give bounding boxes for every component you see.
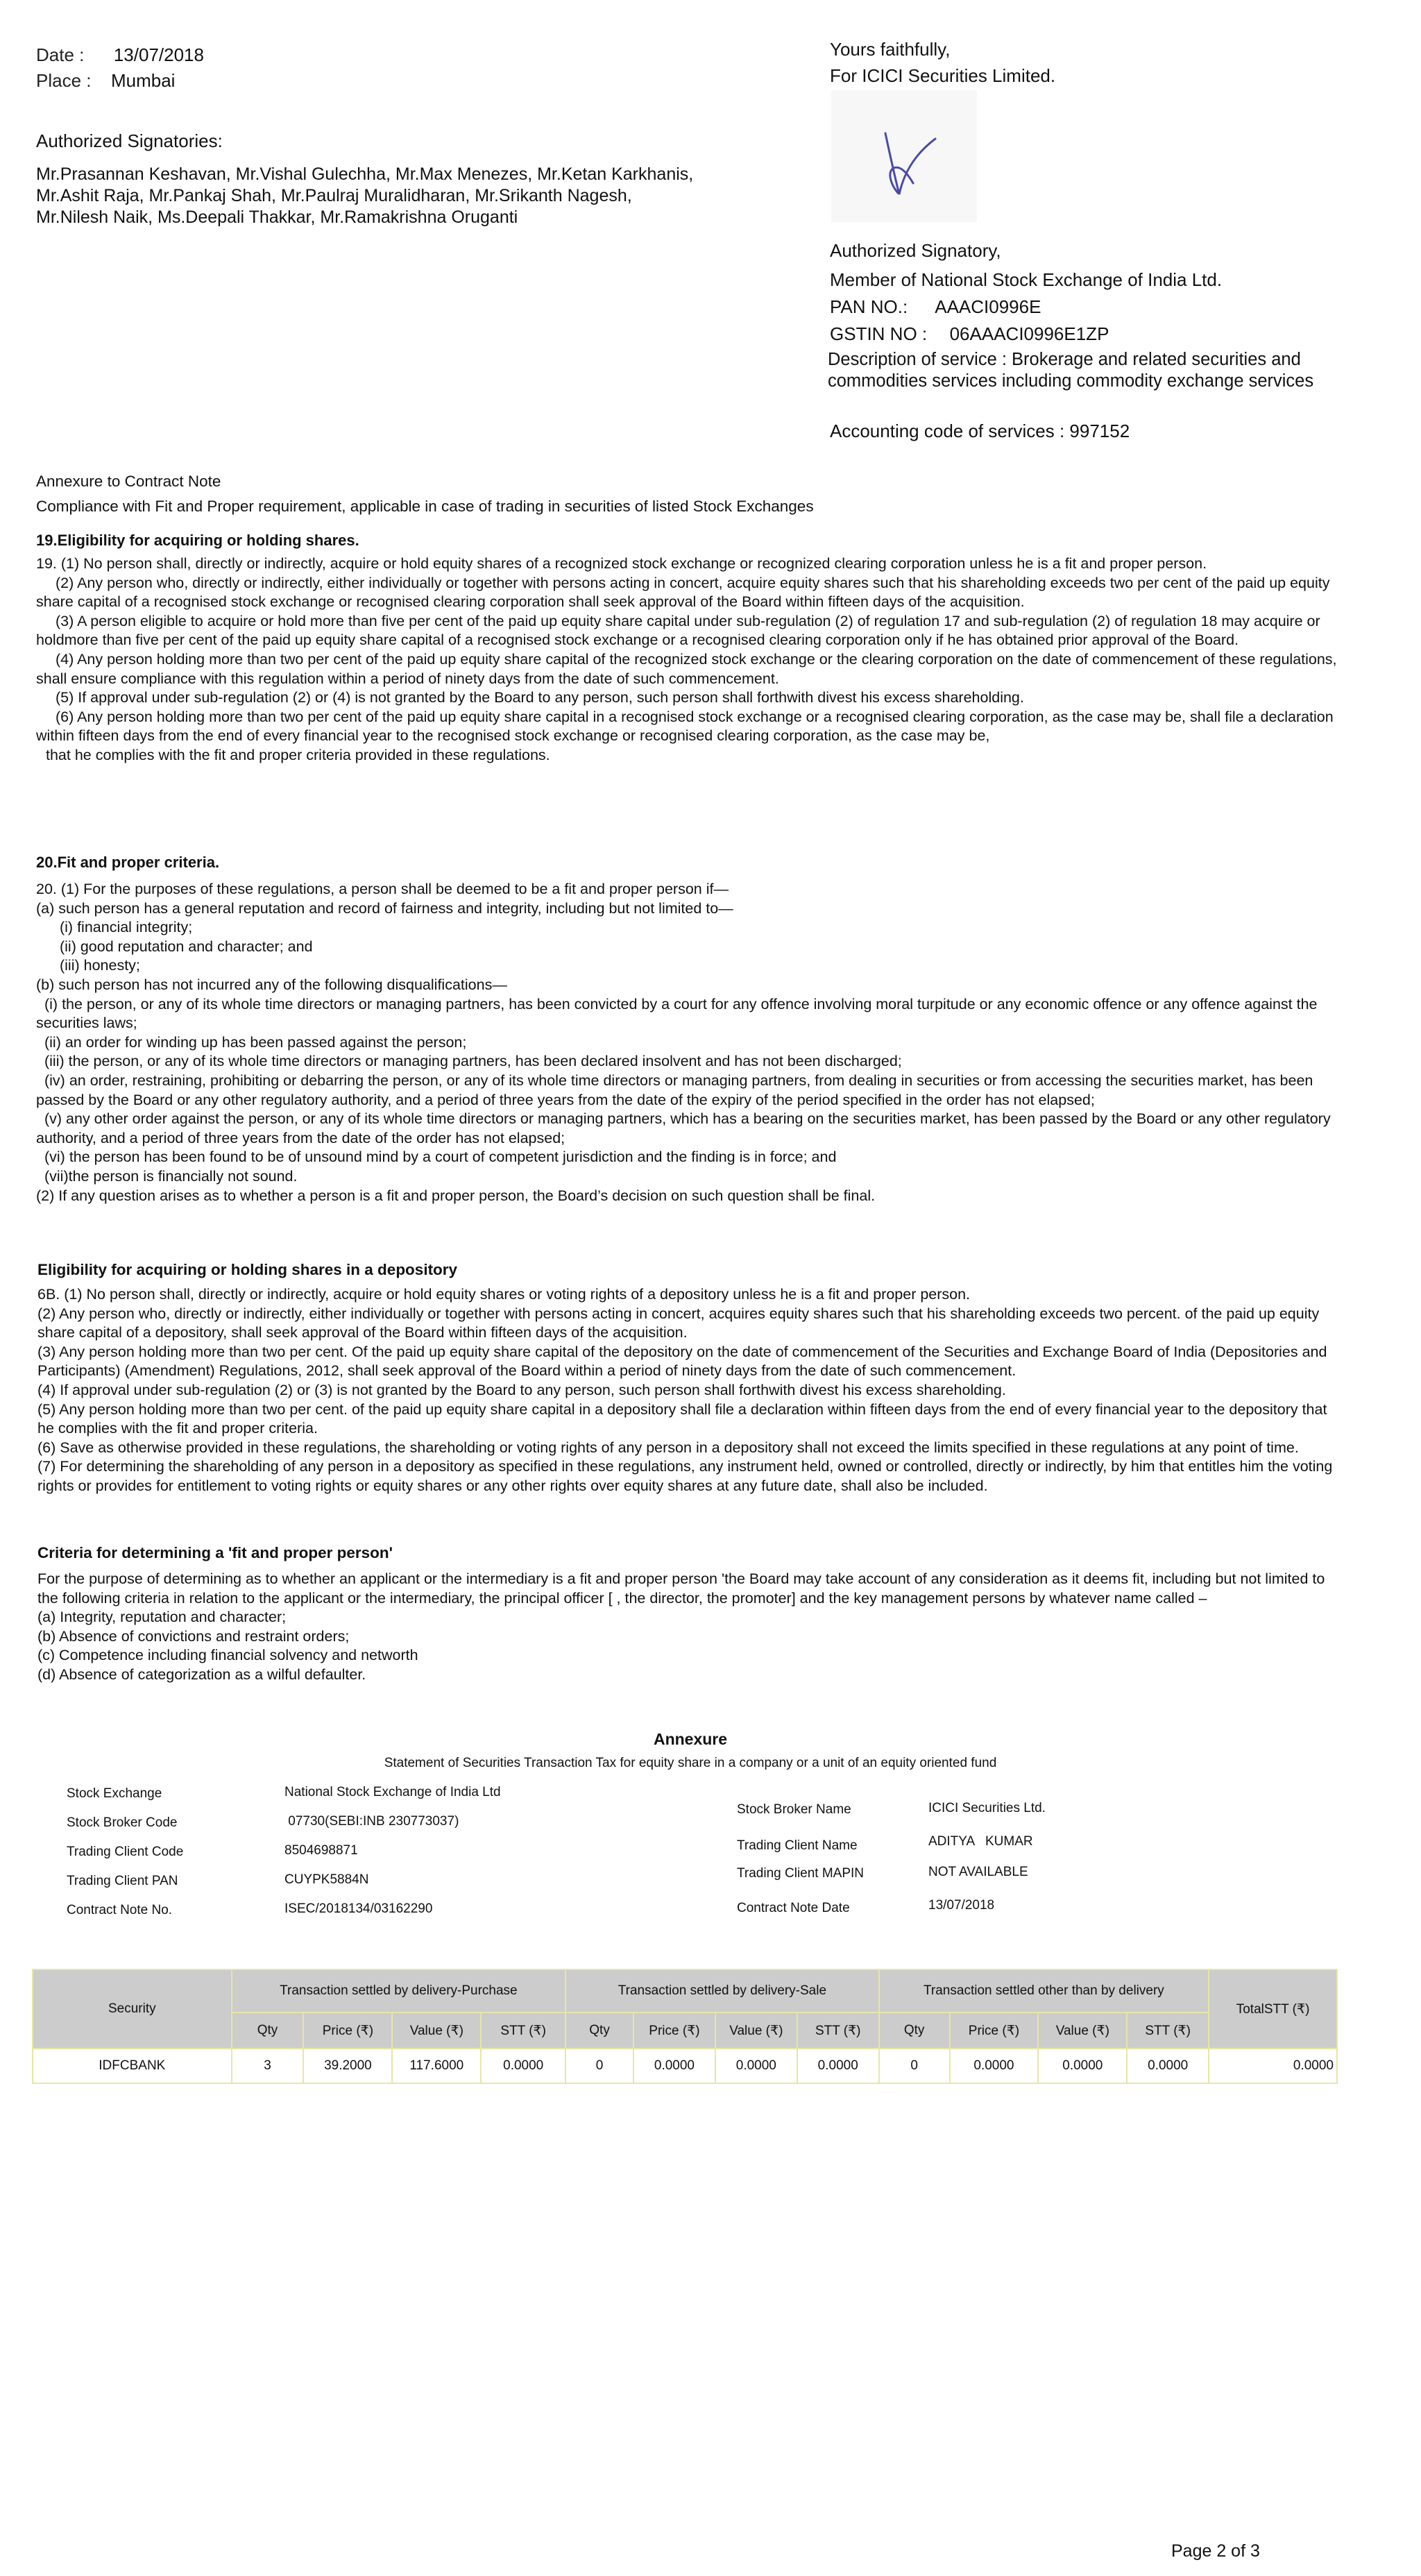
- section20-para: (iii) honesty;: [60, 957, 140, 974]
- member-nse: Member of National Stock Exchange of India Ltd.: [830, 269, 1223, 290]
- stt-info-value: CUYPK5884N: [284, 1872, 369, 1887]
- stt-info-label: Stock Broker Name: [737, 1802, 851, 1817]
- stt-info-label: Trading Client Code: [67, 1845, 184, 1859]
- section19-para: (4) Any person holding more than two per cent of the paid up equity share capital of the recognized stock exchange or the clearing corporation on the date of commencement of these regulations, shall ensure compliance with this regulation within a period of ninety days from the date of such commencement.: [36, 650, 1337, 687]
- table-cell: 0.0000: [481, 2049, 565, 2083]
- stt-info-label: Trading Client PAN: [67, 1874, 178, 1888]
- section20-para: (iv) an order, restraining, prohibiting or debarring the person, or any of its whole time directors or managing partners, from dealing in securities or from accessing the securities market, has been passed by the Board or any other regulatory authority, and a period of three years from the date of the expiry of the period specified in the order has not elapsed;: [36, 1071, 1313, 1108]
- stt-right-values: [928, 1800, 1046, 1926]
- table-cell: 0.0000: [1127, 2049, 1209, 2083]
- section20-para: 20. (1) For the purposes of these regulations, a person shall be deemed to be a fit and proper person if—: [36, 881, 729, 897]
- section20-para: (i) the person, or any of its whole time directors or managing partners, has been convicted by a court for any offence involving moral turpitude or any economic offence or any offence against the securities laws;: [36, 995, 1318, 1032]
- non-delivery-group-header: Transaction settled other than by delivery: [879, 1969, 1209, 2012]
- pan-label: PAN NO.:: [830, 296, 908, 317]
- stt-info-label: Stock Exchange: [67, 1786, 162, 1801]
- section20-para: (a) such person has a general reputation and record of fairness and integrity, including but not limited to—: [36, 899, 733, 917]
- place-line: [36, 69, 175, 92]
- yours-faithfully: Yours faithfully,: [830, 39, 951, 60]
- section19-para: (3) A person eligible to acquire or hold more than five per cent of the paid up equity share capital under sub-regulation (2) of regulation 17 and sub-regulation (2) of regulation 18 may acquire or holdmore than five per cent of the paid up equity share capital of a recognised stock exchange or a recognised clearing corporation only if he has obtained prior approval of the Board.: [36, 612, 1320, 649]
- criteria-body: [37, 1570, 1342, 1685]
- column-header: Value (₹): [1038, 2012, 1127, 2049]
- purchase-group-header: Transaction settled by delivery-Purchase: [232, 1969, 566, 2012]
- stt-annexure-title: Annexure: [653, 1730, 728, 1748]
- section20-title: 20.Fit and proper criteria.: [36, 854, 220, 871]
- column-header: Price (₹): [303, 2012, 392, 2049]
- signature-image: [831, 90, 977, 222]
- depository-para: (6) Save as otherwise provided in these regulations, the shareholding or voting rights of any person in a depository shall not exceed the limits specified in these regulations at any point of time.: [37, 1439, 1299, 1456]
- table-cell: 3: [232, 2049, 304, 2083]
- stt-info-value: NOT AVAILABLE: [928, 1865, 1028, 1879]
- table-row: [33, 2049, 1337, 2083]
- stt-info-value: ADITYA KUMAR: [928, 1834, 1033, 1849]
- depository-title: Eligibility for acquiring or holding shares in a depository: [37, 1261, 458, 1278]
- place-label: Place :: [36, 70, 92, 91]
- stt-info-value: ICICI Securities Ltd.: [928, 1801, 1046, 1815]
- stt-right-labels: [737, 1802, 864, 1929]
- criteria-title: Criteria for determining a 'fit and proper person': [37, 1544, 393, 1561]
- table-cell: 0: [565, 2049, 633, 2083]
- section19-para: (6) Any person holding more than two per cent of the paid up equity share capital in a recognised stock exchange or a recognised clearing corporation, as the case may be, shall file a declaration within fifteen days from the end of every financial year to the recognised stock exchange or recognised clearing corporation, as the case may be,: [36, 708, 1334, 745]
- depository-body: [37, 1285, 1342, 1496]
- stt-info-label: Trading Client Name: [737, 1838, 858, 1853]
- column-header: STT (₹): [1127, 2012, 1209, 2049]
- criteria-para: (b) Absence of convictions and restraint orders;: [37, 1627, 350, 1645]
- sale-group-header: Transaction settled by delivery-Sale: [565, 1969, 879, 2012]
- table-cell: 117.6000: [392, 2049, 481, 2083]
- place-value: Mumbai: [110, 70, 176, 91]
- column-header: STT (₹): [481, 2012, 565, 2049]
- section19-para: 19. (1) No person shall, directly or indirectly, acquire or hold equity shares of a recognized stock exchange or recognized clearing corporation unless he is a fit and proper person.: [36, 555, 1207, 572]
- stt-left-labels: [67, 1786, 183, 1931]
- column-header: Qty: [565, 2012, 633, 2049]
- section20-body: [36, 880, 1341, 1205]
- authorized-signatories-title: Authorized Signatories:: [36, 130, 223, 151]
- stt-info-label: Stock Broker Code: [67, 1815, 178, 1830]
- depository-para: (2) Any person who, directly or indirectly, either individually or together with persons acting in concert, acquires equity shares such that his shareholding exceeds two percent. of the paid up equity share capital of a depository, shall seek approval of the Board within fifteen days of the acquisition.: [37, 1305, 1320, 1341]
- for-company: For ICICI Securities Limited.: [830, 65, 1056, 86]
- stt-info-value: National Stock Exchange of India Ltd: [284, 1785, 501, 1799]
- depository-para: (7) For determining the shareholding of any person in a depository as specified in these regulations, any instrument held, owned or controlled, directly or indirectly, by him that entitles him the voting rights or provides for entitlement to voting rights or equity shares or any other rights over equity shares at any future date, shall also be included.: [37, 1458, 1333, 1494]
- section20-para: (ii) an order for winding up has been passed against the person;: [44, 1033, 467, 1051]
- stt-info-value: 8504698871: [284, 1843, 358, 1858]
- gstin-value: 06AAACI0996E1ZP: [949, 323, 1109, 344]
- pan-value: AAACI0996E: [935, 296, 1041, 317]
- section20-para: (iii) the person, or any of its whole time directors or managing partners, has been declared insolvent and has not been discharged;: [44, 1053, 902, 1070]
- depository-para: (5) Any person holding more than two per cent. of the paid up equity share capital in a depository shall file a declaration within fifteen days from the end of every financial year to the depository that he complies with the fit and proper criteria.: [37, 1400, 1327, 1437]
- authorized-signatories-names: Mr.Prasannan Keshavan, Mr.Vishal Gulechha, Mr.Max Menezes, Mr.Ketan Karkhanis, Mr.Ashit Raja, Mr.Pankaj Shah, Mr.Paulraj Muralidharan, Mr.Srikanth Nagesh, Mr.Nilesh Naik, Ms.Deepali Thakkar, Mr.Ramakrishna Oruganti: [36, 164, 694, 227]
- accounting-code: Accounting code of services : 997152: [830, 421, 1130, 441]
- service-description: Description of service : Brokerage and related securities and commodities services including commodity exchange services: [828, 350, 1314, 391]
- stt-left-values: [284, 1784, 501, 1930]
- section19-para: that he complies with the fit and proper criteria provided in these regulations.: [46, 746, 550, 763]
- criteria-para: (d) Absence of categorization as a wilful defaulter.: [37, 1666, 366, 1683]
- column-header: Value (₹): [392, 2012, 481, 2049]
- column-header: Qty: [879, 2012, 950, 2049]
- section19-para: (5) If approval under sub-regulation (2) or (4) is not granted by the Board to any person, such person shall forthwith divest his excess shareholding.: [56, 689, 1024, 706]
- total-stt-cell: 0.0000: [1209, 2049, 1337, 2083]
- criteria-para: For the purpose of determining as to whether an applicant or the intermediary is a fit and proper person 'the Board may take account of any consideration as it deems fit, including but not limited to the following criteria in relation to the applicant or the intermediary, the principal officer [ , the director, the promoter] and the key management persons by whatever name called –: [37, 1570, 1325, 1607]
- page-number: Page 2 of 3: [1171, 2541, 1260, 2561]
- section20-para: (vi) the person has been found to be of unsound mind by a court of competent jurisdiction and the finding is in force; and: [44, 1149, 837, 1166]
- annexure-contract-subtitle: Compliance with Fit and Proper requirement, applicable in case of trading in securities of listed Stock Exchanges: [36, 498, 814, 515]
- table-cell: 0.0000: [715, 2049, 797, 2083]
- column-header: Value (₹): [715, 2012, 797, 2049]
- date-value: 13/07/2018: [113, 44, 204, 65]
- column-header: Qty: [232, 2012, 304, 2049]
- stt-annexure-subtitle: Statement of Securities Transaction Tax for equity share in a company or a unit of an equity oriented fund: [384, 1756, 997, 1770]
- section19-para: (2) Any person who, directly or indirectly, either individually or together with persons acting in concert, acquire equity shares such that his shareholding exceeds two per cent of the paid up equity share capital of a recognised stock exchange or recognised clearing corporation shall seek approval of the Board within fifteen days of the acquisition.: [36, 574, 1330, 611]
- stt-info-label: Trading Client MAPIN: [737, 1866, 865, 1881]
- stt-info-label: Contract Note Date: [737, 1901, 850, 1915]
- date-label: Date :: [36, 44, 85, 65]
- date-line: [36, 43, 204, 67]
- stt-info-value: ISEC/2018134/03162290: [284, 1901, 433, 1916]
- table-cell: 0.0000: [950, 2049, 1039, 2083]
- table-cell: 0: [879, 2049, 950, 2083]
- stt-info-value: 07730(SEBI:INB 230773037): [284, 1814, 459, 1829]
- table-cell: 0.0000: [797, 2049, 879, 2083]
- column-header: Price (₹): [950, 2012, 1039, 2049]
- criteria-para: (c) Competence including financial solvency and networth: [37, 1647, 418, 1664]
- table-cell: 0.0000: [633, 2049, 715, 2083]
- section20-para: (2) If any question arises as to whether a person is a fit and proper person, the Board’s decision on such question shall be final.: [36, 1187, 876, 1204]
- section20-para: (b) such person has not incurred any of the following disqualifications—: [36, 976, 507, 993]
- pan-line: [830, 295, 1041, 319]
- security-cell: IDFCBANK: [33, 2049, 232, 2083]
- section20-para: (i) financial integrity;: [60, 919, 193, 936]
- column-header: STT (₹): [797, 2012, 879, 2049]
- annexure-contract-title: Annexure to Contract Note: [36, 473, 221, 490]
- section19-title: 19.Eligibility for acquiring or holding shares.: [36, 532, 359, 549]
- gstin-label: GSTIN NO :: [830, 323, 928, 344]
- depository-para: (4) If approval under sub-regulation (2) or (3) is not granted by the Board to any person, such person shall forthwith divest his excess shareholding.: [37, 1381, 1006, 1398]
- section20-para: (v) any other order against the person, or any of its whole time directors or managing partners, which has a bearing on the securities market, has been passed by the Board or any other regulatory authority, and a period of three years from the date of the order has not elapsed;: [36, 1110, 1331, 1146]
- depository-para: 6B. (1) No person shall, directly or indirectly, acquire or hold equity shares or voting rights of a depository unless he is a fit and proper person.: [37, 1286, 971, 1303]
- table-cell: 39.2000: [303, 2049, 392, 2083]
- stt-info-label: Contract Note No.: [67, 1903, 173, 1917]
- stt-info-value: 13/07/2018: [928, 1898, 995, 1913]
- security-header: Security: [33, 1969, 232, 2049]
- section20-para: (vii)the person is financially not sound.: [44, 1167, 298, 1185]
- table-cell: 0.0000: [1038, 2049, 1127, 2083]
- section20-para: (ii) good reputation and character; and: [60, 938, 313, 955]
- depository-para: (3) Any person holding more than two per cent. Of the paid up equity share capital of the depository on the date of commencement of the Securities and Exchange Board of India (Depositories and Participants) (Amendment) Regulations, 2012, shall seek approval of the Board within a period of ninety days from the date of such commencement.: [37, 1343, 1327, 1380]
- stt-table: [32, 1969, 1338, 2084]
- section19-body: [36, 554, 1341, 765]
- gstin-line: [830, 322, 1109, 346]
- authorized-signatory: Authorized Signatory,: [830, 240, 1001, 261]
- criteria-para: (a) Integrity, reputation and character;: [37, 1609, 287, 1626]
- column-header: Price (₹): [633, 2012, 715, 2049]
- total-stt-header: TotalSTT (₹): [1209, 1969, 1337, 2049]
